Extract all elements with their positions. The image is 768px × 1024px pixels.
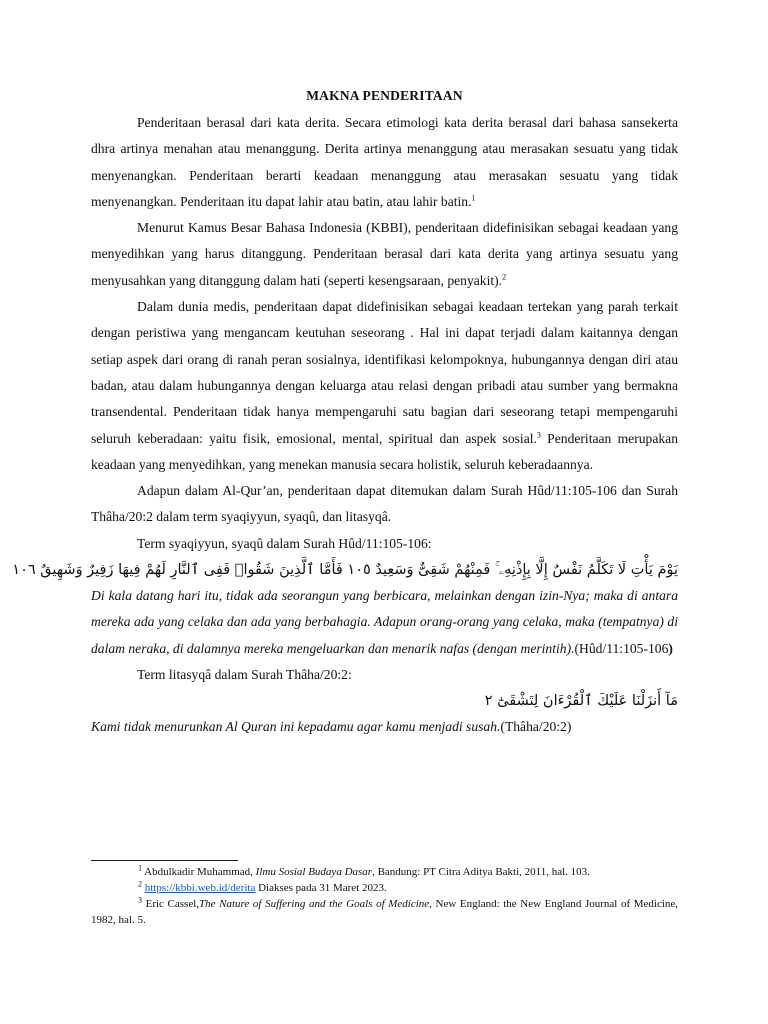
footnote-2 <box>91 880 678 896</box>
document-page <box>12 88 678 741</box>
footnote-3-author: Eric Cassel, <box>142 898 200 910</box>
paragraph-3 <box>91 294 678 478</box>
paragraph-3-text-b: Penderitaan merupakan keadaan yang menyedihkan, yang menekan manusia secara holistik, seluruh keberadaannya. <box>91 430 678 472</box>
footnote-3 <box>91 896 678 928</box>
footnotes-section <box>91 860 678 928</box>
reference-hud: (Hûd/11:105-106 <box>574 640 669 656</box>
reference-hud-close: ) <box>668 640 673 656</box>
translation-hud-text: Di kala datang hari itu, tidak ada seorangun yang berbicara, melainkan dengan izin-Nya; maka di antara mereka ada yang celaka dan ada yang berbahagia. Adapun orang-orang yang celaka, maka (tempatnya) di dalam neraka, di dalamnya mereka mengeluarkan dan menarik nafas (dengan merintih). <box>91 588 678 656</box>
footnote-3-title: The Nature of Suffering and the Goals of Medicine <box>199 898 430 910</box>
footnote-1 <box>91 864 678 880</box>
footnote-3-publisher: , New England: the New England Journal of Medicine, 1982, hal. 5. <box>91 898 679 926</box>
paragraph-2 <box>91 215 678 294</box>
footnote-ref-2[interactable]: 2 <box>502 272 507 282</box>
paragraph-1-text: Penderitaan berasal dari kata derita. Secara etimologi kata derita berasal dari bahasa sansekerta dhra artinya menahan atau menanggung. Derita artinya menanggung atau merasakan sesuatu yang tidak menyenangkan. Penderitaan berarti keadaan menanggung atau merasakan sesuatu yang tidak menyenangkan. Penderitaan itu dapat lahir atau batin, atau lahir batin. <box>91 115 678 209</box>
paragraph-6: Term litasyqâ dalam Surah Thâha/20:2: <box>137 666 352 682</box>
paragraph-5: Term syaqiyyun, syaqû dalam Surah Hûd/11:105-106: <box>137 535 432 551</box>
footnote-2-number: 2 <box>138 879 142 889</box>
translation-thaha <box>91 714 678 740</box>
footnote-divider <box>91 860 238 861</box>
footnote-1-number: 1 <box>138 863 142 873</box>
footnote-1-publisher: , Bandung: PT Citra Aditya Bakti, 2011, hal. 103. <box>372 866 590 878</box>
footnote-1-author: Abdulkadir Muhammad, <box>142 866 256 878</box>
paragraph-1 <box>91 110 678 215</box>
footnote-1-book: Ilmu Sosial Budaya Dasar <box>255 866 373 878</box>
reference-thaha: (Thâha/20:2) <box>500 719 572 735</box>
footnote-2-accessed: Diakses pada 31 Maret 2023. <box>255 882 387 894</box>
page-title: MAKNA PENDERITAAN <box>306 88 463 103</box>
arabic-verse-hud: يَوْمَ يَأْتِ لَا تَكَلَّمُ نَفْسٌ إِلَّا بِإِذْنِهِۦ ۚ فَمِنْهُمْ شَقِىٌّ وَسَعِيدٌ ١٠٥ فَأَمَّا ٱلَّذِينَ شَقُوا۟ فَفِى ٱلنَّارِ لَهُمْ فِيهَا زَفِيرٌ وَشَهِيقٌ ١٠٦ <box>12 562 678 579</box>
footnote-3-number: 3 <box>138 895 142 905</box>
paragraph-2-text: Menurut Kamus Besar Bahasa Indonesia (KBBI), penderitaan didefinisikan sebagai keadaan yang menyedihkan yang harus ditanggung. Penderitaan berasal dari kata derita yang artinya sesuatu yang menyusahkan yang ditanggung dalam hati (seperti kesengsaraan, penyakit). <box>91 220 678 288</box>
footnote-ref-3[interactable]: 3 <box>536 430 541 440</box>
translation-hud <box>91 583 678 662</box>
translation-thaha-text: Kami tidak menurunkan Al Quran ini kepadamu agar kamu menjadi susah. <box>91 719 501 735</box>
arabic-verse-thaha: مَآ أَنزَلْنَا عَلَيْكَ ٱلْقُرْءَانَ لِتَشْقَىٰٓ ٢ <box>484 693 678 710</box>
footnote-2-link[interactable]: https://kbbi.web.id/derita <box>144 882 256 894</box>
paragraph-4: Adapun dalam Al-Qur’an, penderitaan dapat ditemukan dalam Surah Hûd/11:105-106 dan Surah Thâha/20:2 dalam term syaqiyyun, syaqû, dan litasyqâ. <box>91 483 678 525</box>
paragraph-3-text-a: Dalam dunia medis, penderitaan dapat didefinisikan sebagai keadaan tertekan yang parah terkait dengan peristiwa yang mengancam keutuhan seseorang . Hal ini dapat terjadi dalam kaitannya dengan setiap aspek dari orang di ranah peran sosialnya, identifikasi kelompoknya, hubungannya dengan diri atau badan, atau dalam hubungannya dengan keluarga atau relasi dengan pribadi atau sumber yang bermakna transendental. Penderitaan tidak hanya mempengaruhi satu bagian dari seseorang tetapi mempengaruhi seluruh keberadaan: yaitu fisik, emosional, mental, spiritual dan aspek sosial. <box>91 299 678 446</box>
footnote-ref-1[interactable]: 1 <box>471 193 476 203</box>
